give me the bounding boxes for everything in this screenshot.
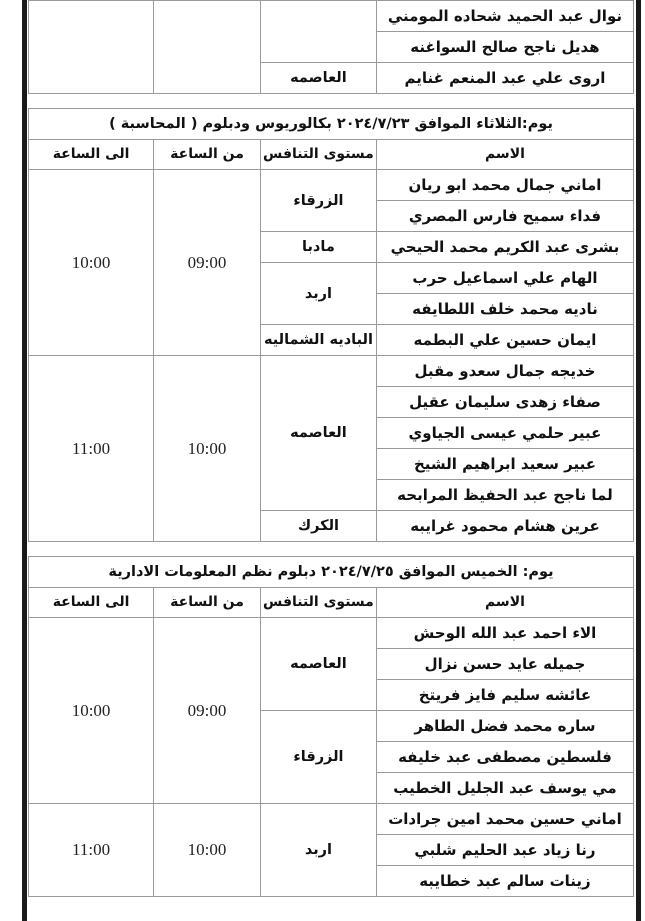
table-gap (28, 94, 634, 108)
time-to: 10:00 (29, 170, 154, 356)
candidate-name: الهام علي اسماعيل حرب (376, 263, 633, 294)
competition-level: العاصمه (260, 618, 376, 711)
table-title-row (29, 109, 634, 140)
schedule-table (28, 0, 634, 94)
candidate-name: لما ناجح عبد الحفيظ المرابحه (376, 480, 633, 511)
column-header-from: من الساعة (154, 588, 261, 618)
candidate-name: عرين هشام محمود غرايبه (376, 511, 633, 542)
candidate-name: اماني جمال محمد ابو ريان (376, 170, 633, 201)
time-from: 09:00 (154, 170, 261, 356)
candidate-name: ايمان حسين علي البطمه (376, 325, 633, 356)
candidate-name: ساره محمد فضل الطاهر (376, 711, 633, 742)
time-from: 10:00 (154, 356, 261, 542)
candidate-name: هديل ناجح صالح السواغنه (376, 32, 633, 63)
table-row (29, 804, 634, 835)
page-edge-right (636, 0, 641, 921)
candidate-name: ناديه محمد خلف اللطايفه (376, 294, 633, 325)
candidate-name: نوال عبد الحميد شحاده المومني (376, 1, 633, 32)
table-header-row (29, 140, 634, 170)
candidate-name: اماني حسين محمد امين جرادات (376, 804, 633, 835)
candidate-name: عبير سعيد ابراهيم الشيخ (376, 449, 633, 480)
competition-level: الكرك (260, 511, 376, 542)
column-header-to: الى الساعة (29, 140, 154, 170)
candidate-name: رنا زياد عبد الحليم شلبي (376, 835, 633, 866)
table-row (29, 170, 634, 201)
time-to (29, 1, 154, 94)
column-header-level: مستوى التنافس (260, 140, 376, 170)
time-from: 09:00 (154, 618, 261, 804)
candidate-name: عبير حلمي عيسى الجياوي (376, 418, 633, 449)
time-to: 10:00 (29, 618, 154, 804)
candidate-name: فلسطين مصطفى عبد خليفه (376, 742, 633, 773)
table-gap (28, 542, 634, 556)
table-title: يوم:الثلاثاء الموافق ٢٠٢٤/٧/٢٣ بكالوريوس ودبلوم ( المحاسبة ) (29, 109, 634, 140)
competition-level (260, 1, 376, 63)
table-title-row (29, 557, 634, 588)
competition-level: اربد (260, 804, 376, 897)
table-header-row (29, 588, 634, 618)
table-row (29, 356, 634, 387)
competition-level: اربد (260, 263, 376, 325)
competition-level: العاصمه (260, 356, 376, 511)
candidate-name: الاء احمد عبد الله الوحش (376, 618, 633, 649)
column-header-level: مستوى التنافس (260, 588, 376, 618)
column-header-name: الاسم (376, 140, 633, 170)
time-from (154, 1, 261, 94)
candidate-name: صفاء زهدى سليمان عقيل (376, 387, 633, 418)
candidate-name: فداء سميح فارس المصري (376, 201, 633, 232)
column-header-to: الى الساعة (29, 588, 154, 618)
candidate-name: اروى علي عبد المنعم غنايم (376, 63, 633, 94)
competition-level: الباديه الشماليه (260, 325, 376, 356)
candidate-name: عائشه سليم فايز فريتخ (376, 680, 633, 711)
competition-level: مادبا (260, 232, 376, 263)
competition-level: الزرقاء (260, 711, 376, 804)
column-header-from: من الساعة (154, 140, 261, 170)
competition-level: الزرقاء (260, 170, 376, 232)
candidate-name: زينات سالم عبد خطايبه (376, 866, 633, 897)
column-header-name: الاسم (376, 588, 633, 618)
candidate-name: بشرى عبد الكريم محمد الحيحي (376, 232, 633, 263)
page-edge-left (22, 0, 27, 921)
time-to: 11:00 (29, 804, 154, 897)
candidate-name: مي يوسف عبد الجليل الخطيب (376, 773, 633, 804)
candidate-name: جميله عايد حسن نزال (376, 649, 633, 680)
schedule-table (28, 556, 634, 897)
table-title: يوم: الخميس الموافق ٢٠٢٤/٧/٢٥ دبلوم نظم المعلومات الادارية (29, 557, 634, 588)
schedule-sheet (28, 0, 634, 921)
competition-level: العاصمه (260, 63, 376, 94)
time-from: 10:00 (154, 804, 261, 897)
table-row (29, 1, 634, 32)
table-row (29, 618, 634, 649)
candidate-name: خديجه جمال سعدو مقبل (376, 356, 633, 387)
schedule-table (28, 108, 634, 542)
time-to: 11:00 (29, 356, 154, 542)
